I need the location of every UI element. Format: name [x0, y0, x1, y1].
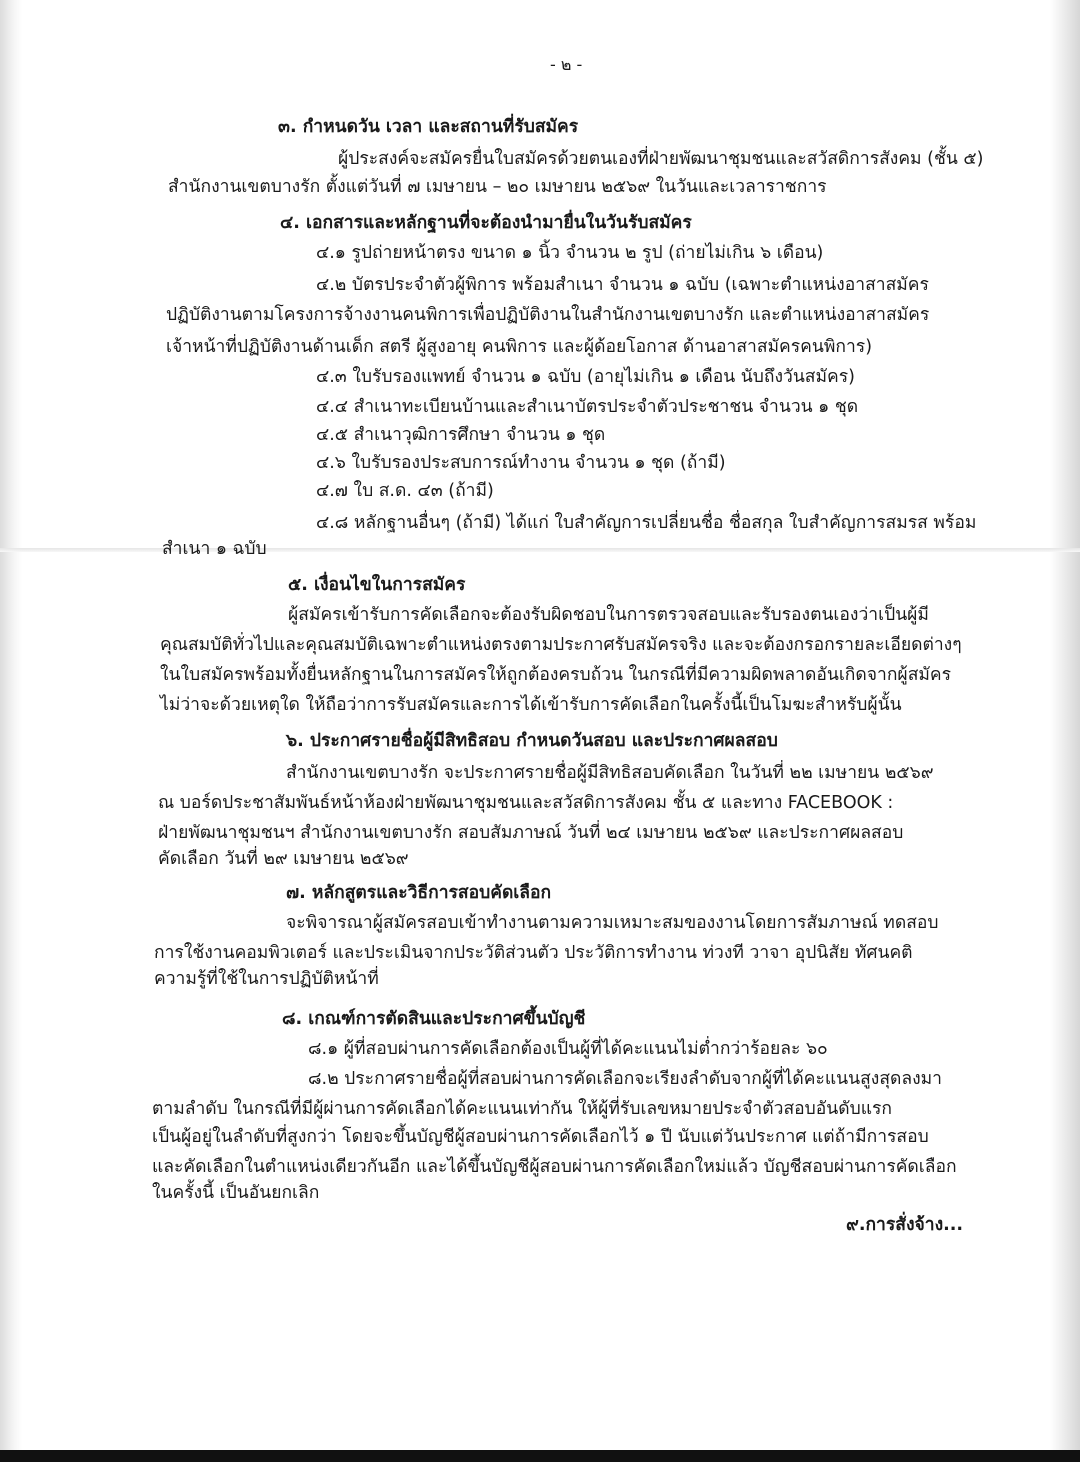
section-3-heading: ๓. กำหนดวัน เวลา และสถานที่รับสมัคร: [278, 117, 579, 137]
page-left-shadow: [0, 0, 22, 1462]
continuation-marker: ๙.การสั่งจ้าง...: [846, 1215, 964, 1235]
page-number: - ๒ -: [550, 55, 583, 74]
section-7-line: ความรู้ที่ใช้ในการปฏิบัติหน้าที่: [154, 969, 379, 989]
section-4-item: ๔.๑ รูปถ่ายหน้าตรง ขนาด ๑ นิ้ว จำนวน ๒ รูป (ถ่ายไม่เกิน ๖ เดือน): [316, 243, 824, 263]
section-8-item-continued: ตามลำดับ ในกรณีที่มีผู้ผ่านการคัดเลือกได้คะแนนเท่ากัน ให้ผู้ที่รับเลขหมายประจำตัวสอบอันดับแรก: [152, 1099, 892, 1119]
section-4-heading: ๔. เอกสารและหลักฐานที่จะต้องนำมายื่นในวันรับสมัคร: [280, 213, 692, 233]
section-8-item-continued: เป็นผู้อยู่ในลำดับที่สูงกว่า โดยจะขึ้นบัญชีผู้สอบผ่านการคัดเลือกไว้ ๑ ปี นับแต่วันประกาศ แต่ถ้ามีการสอบ: [152, 1127, 929, 1147]
section-6-line: ณ บอร์ดประชาสัมพันธ์หน้าห้องฝ่ายพัฒนาชุมชนและสวัสดิการสังคม ชั้น ๕ และทาง FACEBOOK :: [158, 793, 894, 813]
section-7-line: การใช้งานคอมพิวเตอร์ และประเมินจากประวัติส่วนตัว ประวัติการทำงาน ท่วงที วาจา อุปนิสัย ทัศนคติ: [154, 943, 913, 963]
section-4-item: ๔.๔ สำเนาทะเบียนบ้านและสำเนาบัตรประจำตัวประชาชน จำนวน ๑ ชุด: [316, 397, 859, 417]
section-8-item: ๘.๑ ผู้ที่สอบผ่านการคัดเลือกต้องเป็นผู้ที่ได้คะแนนไม่ต่ำกว่าร้อยละ ๖๐: [308, 1039, 828, 1059]
section-3-line: สำนักงานเขตบางรัก ตั้งแต่วันที่ ๗ เมษายน – ๒๐ เมษายน ๒๕๖๙ ในวันและเวลาราชการ: [168, 177, 827, 197]
section-4-item: ๔.๒ บัตรประจำตัวผู้พิการ พร้อมสำเนา จำนวน ๑ ฉบับ (เฉพาะตำแหน่งอาสาสมัคร: [316, 275, 929, 295]
section-8-item: ๘.๒ ประกาศรายชื่อผู้ที่สอบผ่านการคัดเลือกจะเรียงลำดับจากผู้ที่ได้คะแนนสูงสุดลงมา: [308, 1069, 943, 1089]
section-3-line: ผู้ประสงค์จะสมัครยื่นใบสมัครด้วยตนเองที่ฝ่ายพัฒนาชุมชนและสวัสดิการสังคม (ชั้น ๕): [338, 149, 984, 169]
section-4-item-continued: เจ้าหน้าที่ปฏิบัติงานด้านเด็ก สตรี ผู้สูงอายุ คนพิการ และผู้ด้อยโอกาส ด้านอาสาสมัครคนพิการ): [166, 337, 873, 357]
section-8-item-continued: ในครั้งนี้ เป็นอันยกเลิก: [152, 1183, 320, 1203]
section-6-line: ฝ่ายพัฒนาชุมชนฯ สำนักงานเขตบางรัก สอบสัมภาษณ์ วันที่ ๒๔ เมษายน ๒๕๖๙ และประกาศผลสอบ: [158, 823, 904, 843]
section-5-line: ในใบสมัครพร้อมทั้งยื่นหลักฐานในการสมัครให้ถูกต้องครบถ้วน ในกรณีที่มีความผิดพลาดอันเกิดจากผู้สมัคร: [160, 665, 952, 685]
section-5-line: ผู้สมัครเข้ารับการคัดเลือกจะต้องรับผิดชอบในการตรวจสอบและรับรองตนเองว่าเป็นผู้มี: [288, 605, 929, 625]
section-4-item: ๔.๘ หลักฐานอื่นๆ (ถ้ามี) ได้แก่ ใบสำคัญการเปลี่ยนชื่อ ชื่อสกุล ใบสำคัญการสมรส พร้อม: [316, 513, 977, 533]
section-6-heading: ๖. ประกาศรายชื่อผู้มีสิทธิสอบ กำหนดวันสอบ และประกาศผลสอบ: [286, 731, 778, 751]
section-4-item: ๔.๕ สำเนาวุฒิการศึกษา จำนวน ๑ ชุด: [316, 425, 606, 445]
section-6-line: คัดเลือก วันที่ ๒๙ เมษายน ๒๕๖๙: [158, 849, 409, 869]
section-7-heading: ๗. หลักสูตรและวิธีการสอบคัดเลือก: [286, 883, 552, 903]
section-4-item-continued: สำเนา ๑ ฉบับ: [162, 539, 267, 559]
section-8-item-continued: และคัดเลือกในตำแหน่งเดียวกันอีก และได้ขึ้นบัญชีผู้สอบผ่านการคัดเลือกใหม่แล้ว บัญชีสอบผ่านการคัดเลือก: [152, 1157, 957, 1177]
section-7-line: จะพิจารณาผู้สมัครสอบเข้าทำงานตามความเหมาะสมของงานโดยการสัมภาษณ์ ทดสอบ: [286, 913, 939, 933]
bottom-black-bar: [0, 1450, 1080, 1462]
section-4-item: ๔.๖ ใบรับรองประสบการณ์ทำงาน จำนวน ๑ ชุด (ถ้ามี): [316, 453, 726, 473]
section-5-heading: ๕. เงื่อนไขในการสมัคร: [288, 575, 466, 595]
section-5-line: ไม่ว่าจะด้วยเหตุใด ให้ถือว่าการรับสมัครและการได้เข้ารับการคัดเลือกในครั้งนี้เป็นโมฆะสำหรับผู้นั้น: [160, 695, 902, 715]
section-5-line: คุณสมบัติทั่วไปและคุณสมบัติเฉพาะตำแหน่งตรงตามประกาศรับสมัครจริง และจะต้องกรอกรายละเอียดต่างๆ: [160, 635, 962, 655]
section-4-item: ๔.๗ ใบ ส.ด. ๔๓ (ถ้ามี): [316, 481, 494, 501]
section-4-item-continued: ปฏิบัติงานตามโครงการจ้างงานคนพิการเพื่อปฏิบัติงานในสำนักงานเขตบางรัก และตำแหน่งอาสาสมัคร: [166, 305, 930, 325]
section-8-heading: ๘. เกณฑ์การตัดสินและประกาศขึ้นบัญชี: [282, 1009, 586, 1029]
section-4-item: ๔.๓ ใบรับรองแพทย์ จำนวน ๑ ฉบับ (อายุไม่เกิน ๑ เดือน นับถึงวันสมัคร): [316, 367, 855, 387]
page-right-shadow: [1050, 0, 1080, 1462]
section-6-line: สำนักงานเขตบางรัก จะประกาศรายชื่อผู้มีสิทธิสอบคัดเลือก ในวันที่ ๒๒ เมษายน ๒๕๖๙: [286, 763, 934, 783]
